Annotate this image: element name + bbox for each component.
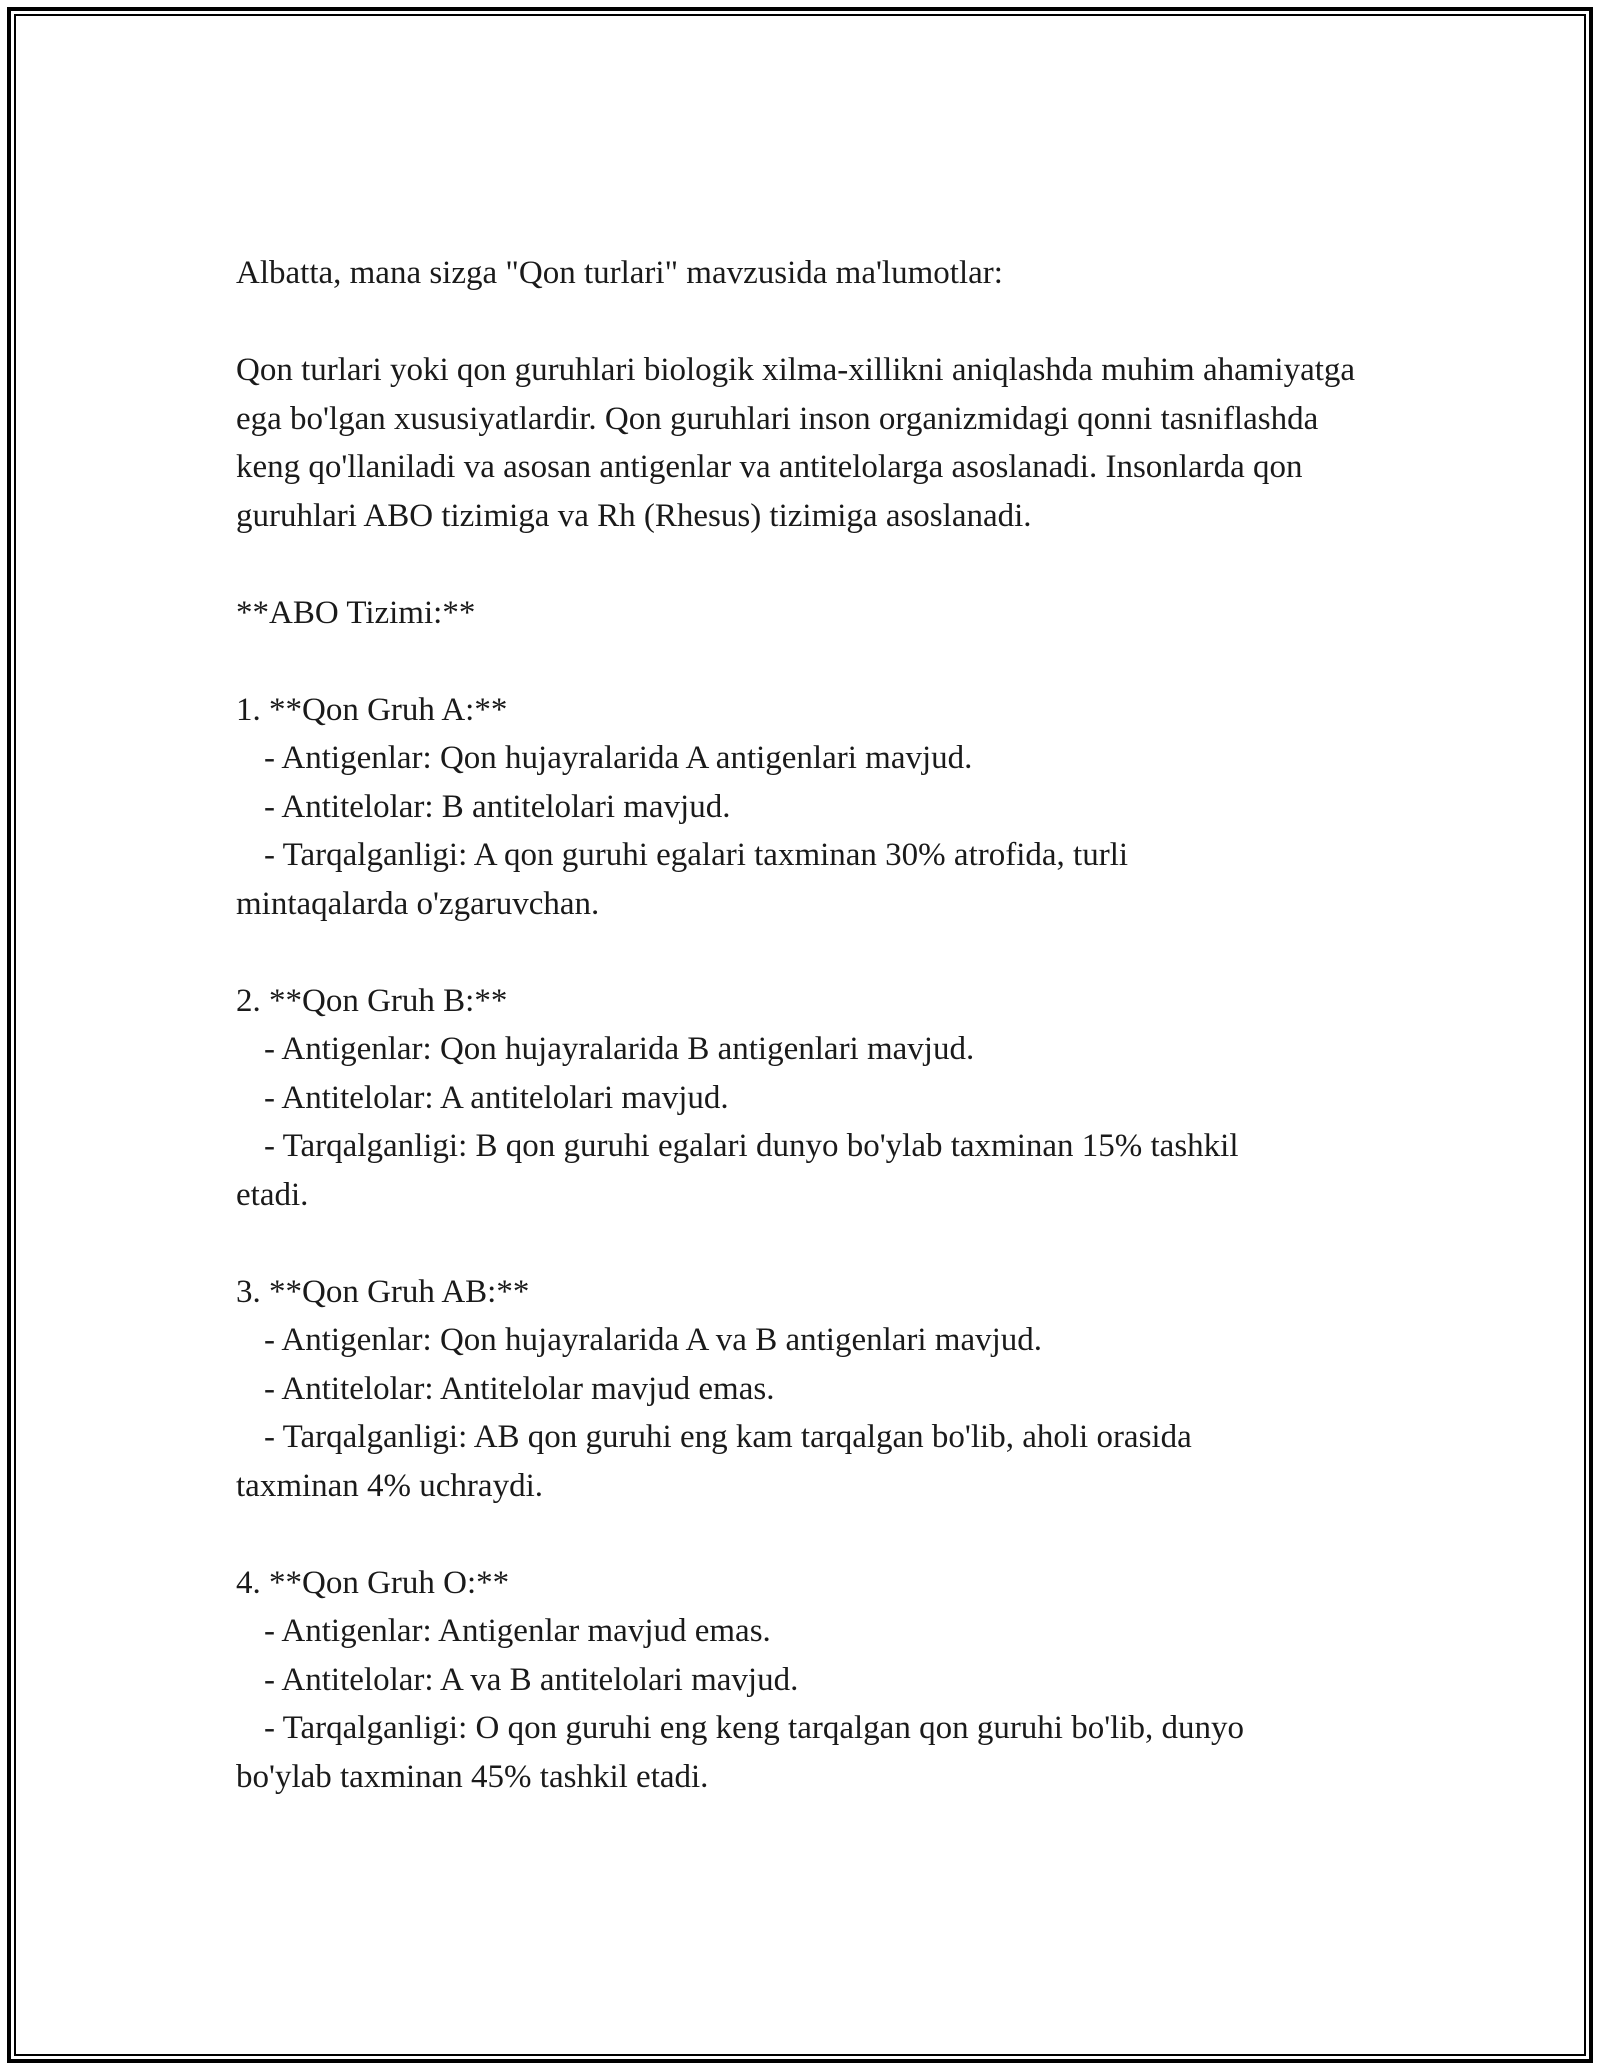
intro-line: Albatta, mana sizga "Qon turlari" mavzusida ma'lumotlar:: [236, 255, 1003, 291]
blood-group-o: [236, 1559, 1366, 1802]
group-antibody: - Antitelolar: A va B antitelolari mavjud.: [264, 1661, 799, 1698]
group-heading: 4. **Qon Gruh O:**: [236, 1564, 510, 1601]
spacer: [236, 637, 1366, 686]
blood-group-b: [236, 977, 1366, 1220]
group-antigen: - Antigenlar: Antigenlar mavjud emas.: [264, 1613, 771, 1649]
group-prevalence-continued: bo'ylab taxminan 45% tashkil etadi.: [236, 1758, 709, 1795]
blood-group-ab: [236, 1268, 1366, 1511]
spacer: [236, 928, 1366, 977]
group-antibody: - Antitelolar: A antitelolari mavjud.: [264, 1079, 729, 1116]
group-prevalence: - Tarqalganligi: AB qon guruhi eng kam tarqalgan bo'lib, aholi orasida: [264, 1419, 1192, 1455]
group-prevalence-continued: taxminan 4% uchraydi.: [236, 1467, 543, 1504]
group-antigen: - Antigenlar: Qon hujayralarida B antigenlari mavjud.: [264, 1031, 975, 1067]
group-heading: 3. **Qon Gruh AB:**: [236, 1273, 530, 1310]
group-antibody: - Antitelolar: Antitelolar mavjud emas.: [264, 1370, 775, 1407]
spacer: [236, 1219, 1366, 1268]
group-antigen: - Antigenlar: Qon hujayralarida A antigenlari mavjud.: [264, 740, 973, 776]
group-prevalence-continued: mintaqalarda o'zgaruvchan.: [236, 885, 600, 922]
group-antibody: - Antitelolar: B antitelolari mavjud.: [264, 788, 731, 825]
group-heading: 1. **Qon Gruh A:**: [236, 691, 508, 728]
spacer: [236, 298, 1366, 347]
group-heading: 2. **Qon Gruh B:**: [236, 982, 508, 1019]
document-body: [236, 249, 1366, 1801]
group-prevalence: - Tarqalganligi: B qon guruhi egalari dunyo bo'ylab taxminan 15% tashkil: [264, 1128, 1239, 1164]
group-prevalence: - Tarqalganligi: O qon guruhi eng keng tarqalgan qon guruhi bo'lib, dunyo: [264, 1710, 1245, 1746]
spacer: [236, 1510, 1366, 1559]
spacer: [236, 540, 1366, 589]
section-heading-abo: **ABO Tizimi:**: [236, 594, 476, 631]
group-antigen: - Antigenlar: Qon hujayralarida A va B antigenlari mavjud.: [264, 1322, 1043, 1358]
intro-paragraph: Qon turlari yoki qon guruhlari biologik xilma-xillikni aniqlashda muhim ahamiyatga ega bo'lgan xususiyatlardir. Qon guruhlari inson organizmidagi qonni tasniflashda keng qo'llaniladi va asosan antigenlar va antitelolarga asoslanadi. Insonlarda qon guruhlari ABO tizimiga va Rh (Rhesus) tizimiga asoslanadi.: [236, 352, 1356, 534]
group-prevalence: - Tarqalganligi: A qon guruhi egalari taxminan 30% atrofida, turli: [264, 837, 1129, 873]
group-prevalence-continued: etadi.: [236, 1176, 309, 1213]
blood-group-a: [236, 686, 1366, 929]
